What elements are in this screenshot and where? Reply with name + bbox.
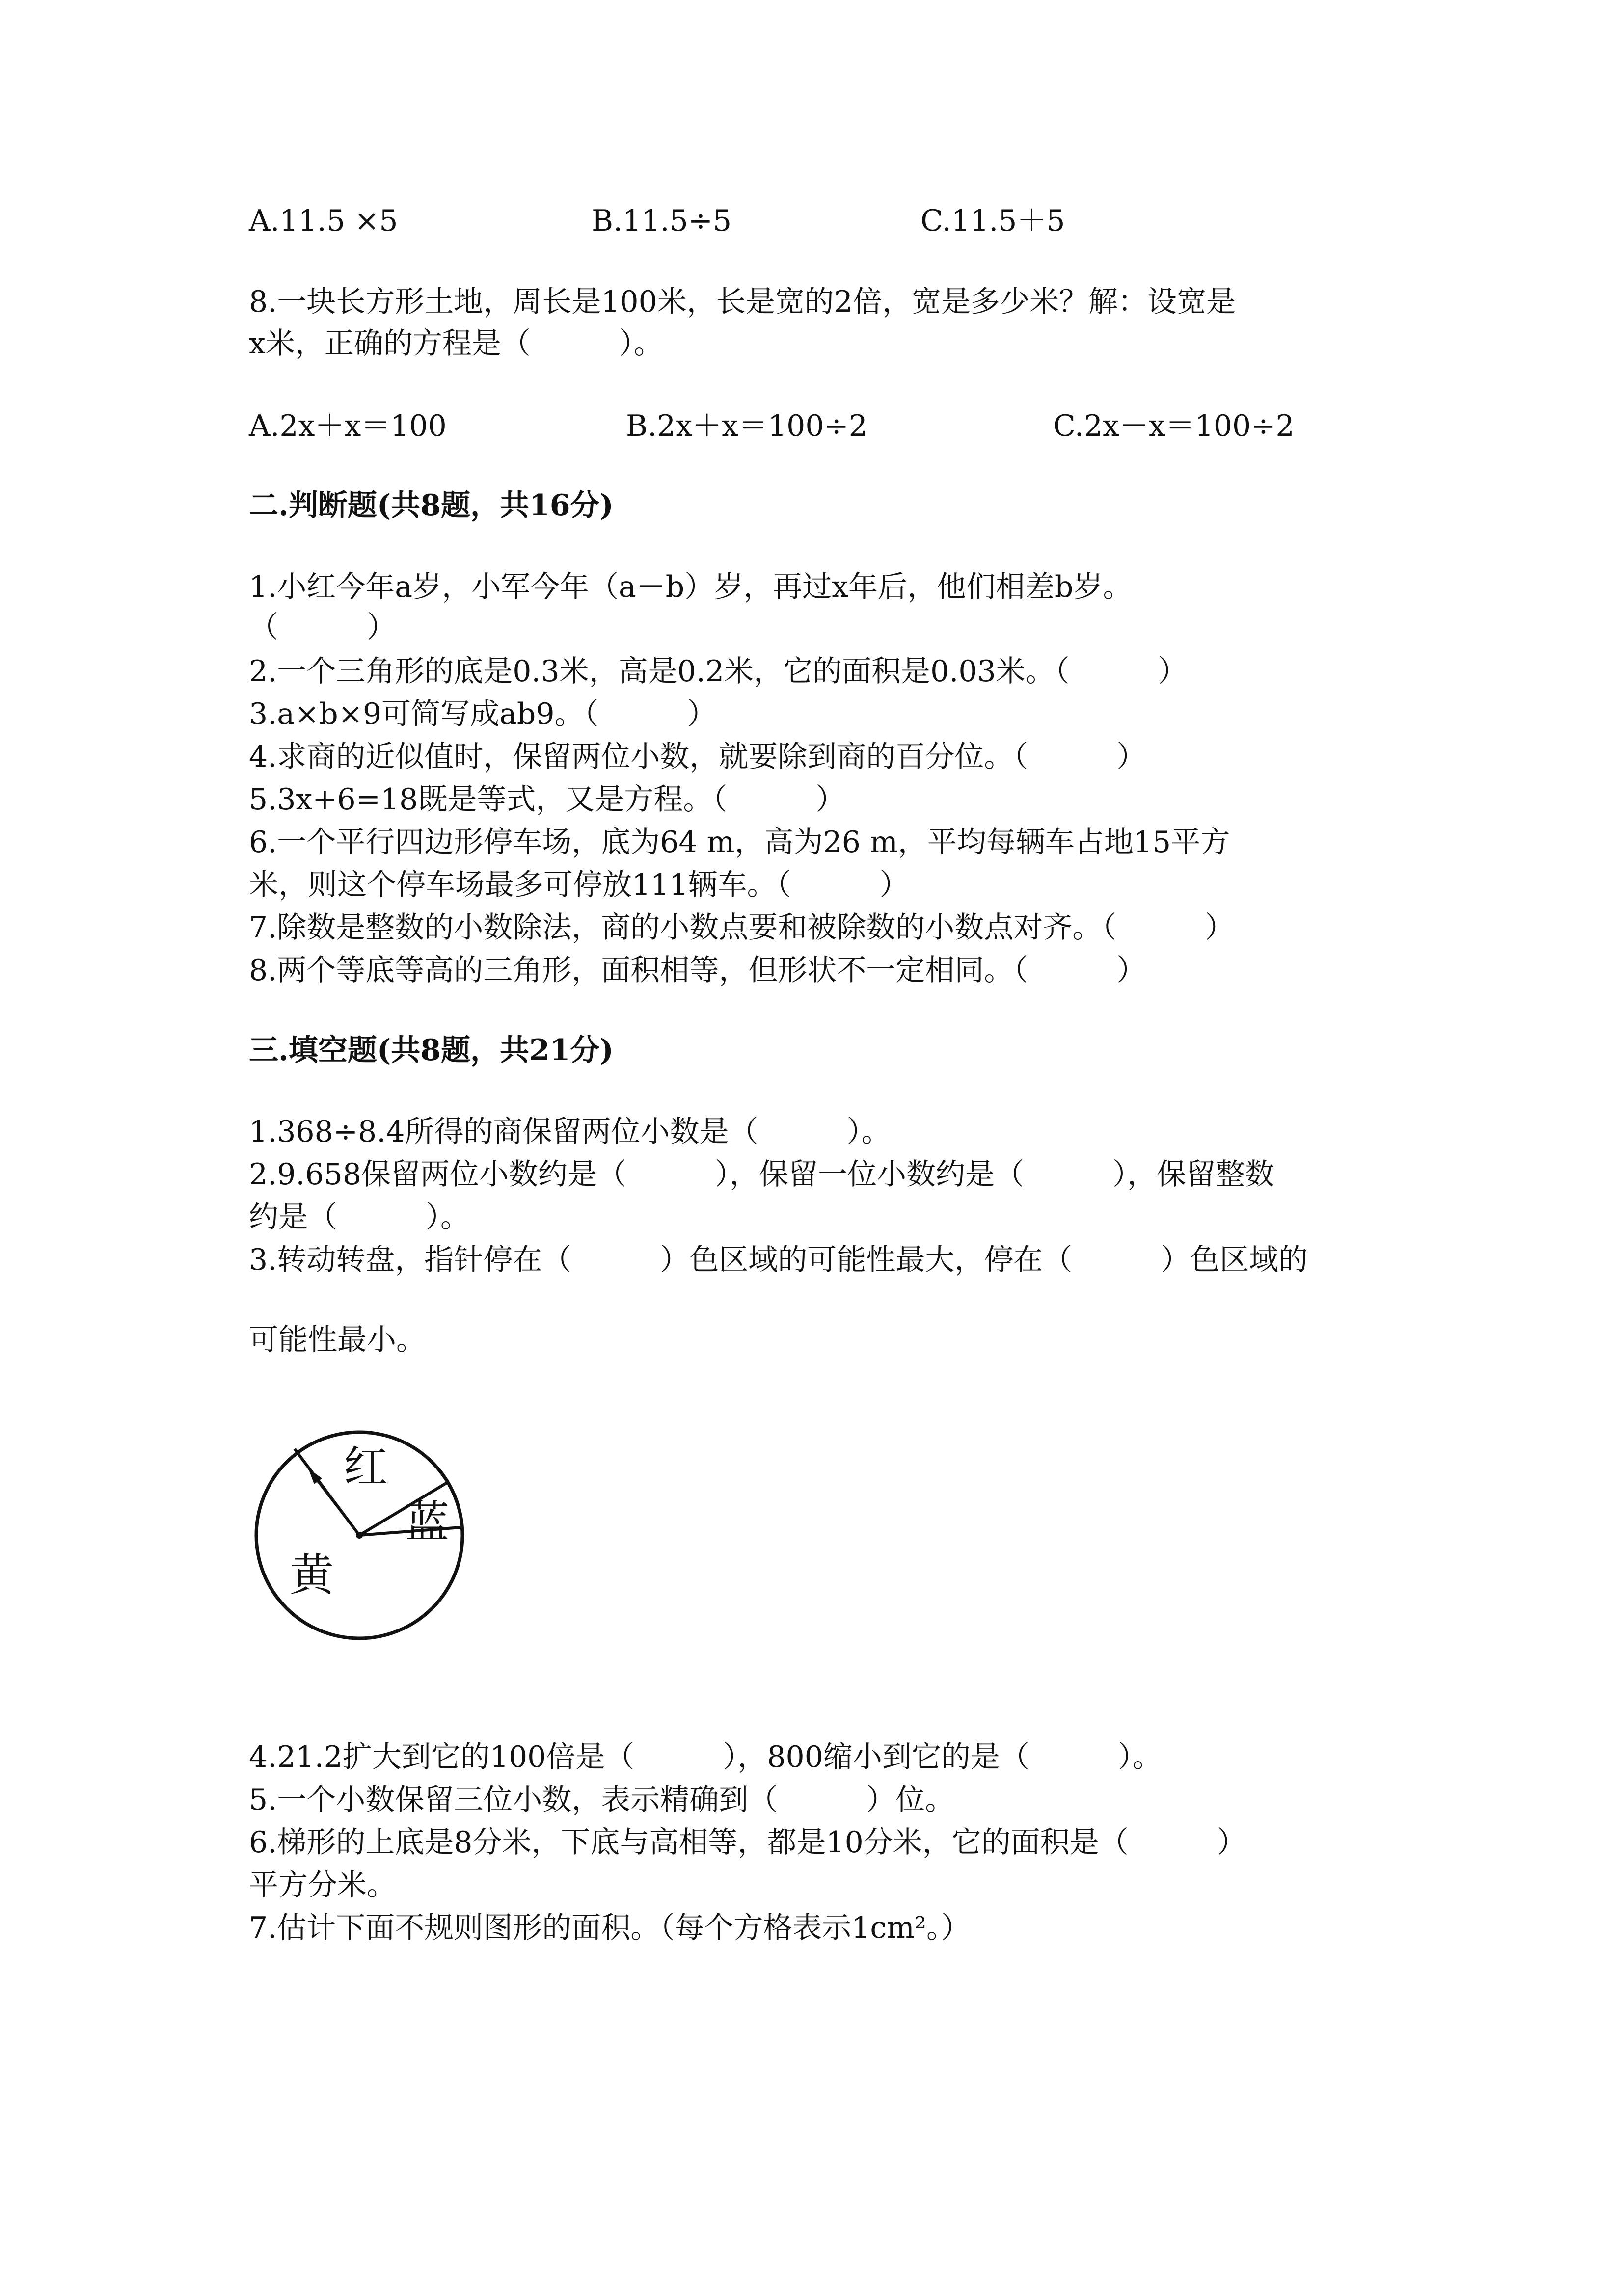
s3-item-4: 4.21.2扩大到它的100倍是（ ），800缩小到它的是（ ）。 — [249, 1740, 1162, 1774]
spinner-label-red: 红 — [344, 1442, 388, 1493]
s3-item-7: 7.估计下面不规则图形的面积。（每个方格表示1cm²。） — [249, 1911, 971, 1945]
s2-item-4: 4.求商的近似值时，保留两位小数，就要除到商的百分位。（ ） — [249, 740, 1146, 774]
s2-item-3: 3.a×b×9可简写成ab9。（ ） — [249, 697, 717, 731]
s3-item-5: 5.一个小数保留三位小数，表示精确到（ ）位。 — [249, 1783, 955, 1817]
q8-option-c: C.2x－x＝100÷2 — [1053, 409, 1295, 443]
s2-item-1: 1.小红今年a岁，小军今年（a－b）岁，再过x年后，他们相差b岁。 — [249, 570, 1133, 604]
s3-item-2-line1: 2.9.658保留两位小数约是（ ），保留一位小数约是（ ），保留整数 — [249, 1157, 1275, 1192]
q8-option-a: A.2x＋x＝100 — [249, 409, 447, 443]
s2-item-2: 2.一个三角形的底是0.3米，高是0.2米，它的面积是0.03米。（ ） — [249, 654, 1188, 689]
s2-item-1-bracket: （ ） — [249, 610, 396, 644]
s3-item-1: 1.368÷8.4所得的商保留两位小数是（ ）。 — [249, 1115, 891, 1149]
s2-item-7: 7.除数是整数的小数除法，商的小数点要和被除数的小数点对齐。（ ） — [249, 910, 1235, 945]
s2-item-8: 8.两个等底等高的三角形，面积相等，但形状不一定相同。（ ） — [249, 953, 1146, 988]
q7-option-b: B.11.5÷5 — [592, 204, 732, 238]
q7-option-c: C.11.5＋5 — [920, 204, 1065, 238]
s3-item-2-line2: 约是（ ）。 — [249, 1200, 470, 1234]
s3-item-3-line2: 可能性最小。 — [249, 1323, 426, 1357]
s3-item-6-line2: 平方分米。 — [249, 1868, 396, 1902]
s2-item-5: 5.3x+6=18既是等式，又是方程。（ ） — [249, 782, 845, 817]
q7-option-a: A.11.5 ×5 — [249, 204, 398, 238]
q8-option-b: B.2x＋x＝100÷2 — [626, 409, 867, 443]
spinner-pivot — [356, 1532, 363, 1539]
spinner-figure — [245, 1423, 491, 1654]
s2-item-6-line1: 6.一个平行四边形停车场，底为64 m，高为26 m，平均每辆车占地15平方 — [249, 825, 1230, 859]
s3-item-6-line1: 6.梯形的上底是8分米，下底与高相等，都是10分米，它的面积是（ ） — [249, 1825, 1246, 1860]
spinner-label-yellow: 黄 — [290, 1549, 334, 1601]
section2-heading: 二.判断题(共8题，共16分) — [249, 488, 614, 523]
spinner-label-blue: 蓝 — [405, 1496, 449, 1548]
q8-line2: x米，正确的方程是（ ）。 — [249, 326, 663, 361]
s2-item-6-line2: 米，则这个停车场最多可停放111辆车。（ ） — [249, 868, 909, 902]
q8-line1: 8.一块长方形土地，周长是100米，长是宽的2倍，宽是多少米？解：设宽是 — [249, 285, 1236, 319]
s3-item-3-line1: 3.转动转盘，指针停在（ ）色区域的可能性最大，停在（ ）色区域的 — [249, 1243, 1308, 1277]
section3-heading: 三.填空题(共8题，共21分) — [249, 1033, 614, 1068]
